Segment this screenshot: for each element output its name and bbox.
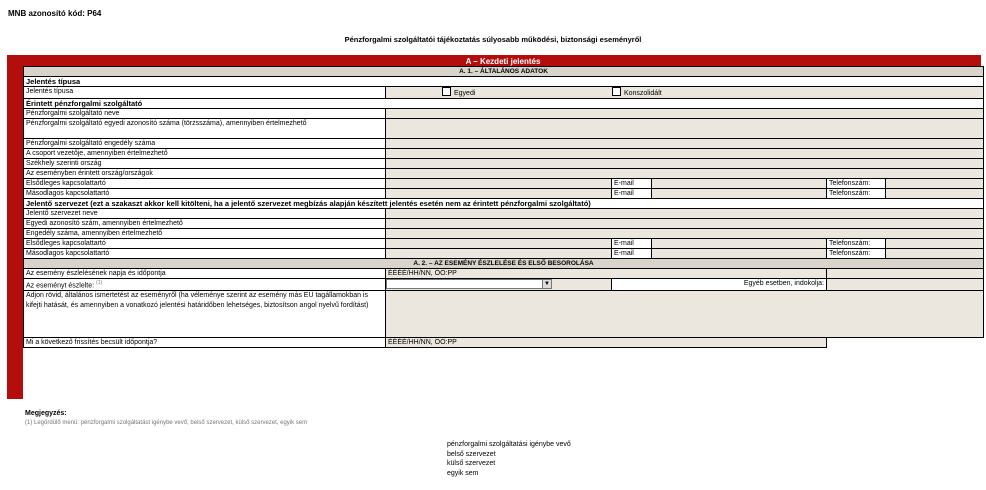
detected-by-label-cell: [24, 279, 386, 291]
reporter-name-field[interactable]: [386, 209, 984, 219]
document-title: Pénzforgalmi szolgáltatói tájékoztatás súlyosabb működési, biztonsági eseményről: [344, 35, 642, 44]
section-a-title: A – Kezdeti jelentés: [465, 57, 541, 66]
secondary-contact-field[interactable]: [386, 189, 612, 199]
reporter-primary-email-field[interactable]: [652, 239, 827, 249]
group-leader-label: A csoport vezetője, amennyiben értelmezhető: [24, 149, 386, 159]
report-type-options: [386, 87, 984, 99]
secondary-contact-label: Másodlagos kapcsolattartó: [24, 189, 386, 199]
other-reason-label: Egyéb esetben, indokolja:: [612, 279, 827, 291]
option-consolidated-label: Konszolidált: [623, 90, 662, 97]
secondary-phone-field[interactable]: [886, 189, 984, 199]
primary-email-label: E-mail: [612, 179, 652, 189]
option-item: egyik sem: [447, 469, 479, 477]
primary-phone-field[interactable]: [886, 179, 984, 189]
provider-id-label: Pénzforgalmi szolgáltató egyedi azonosító száma (törzsszáma), amennyiben értelmezhető: [24, 119, 386, 139]
reporter-secondary-email-field[interactable]: [652, 249, 827, 259]
reporter-primary-phone-field[interactable]: [886, 239, 984, 249]
affected-countries-field[interactable]: [386, 169, 984, 179]
detect-date-extra: [827, 269, 984, 279]
group-provider: Érintett pénzforgalmi szolgáltató: [24, 99, 984, 109]
reporter-license-field[interactable]: [386, 229, 984, 239]
detect-date-field[interactable]: ÉÉÉÉ/HH/NN, ÓÓ:PP: [386, 269, 827, 279]
reporter-secondary-email-label: E-mail: [612, 249, 652, 259]
group-leader-field[interactable]: [386, 149, 984, 159]
reporter-secondary-contact-label: Másodlagos kapcsolattartó: [24, 249, 386, 259]
secondary-email-label: E-mail: [612, 189, 652, 199]
provider-id-field[interactable]: [386, 119, 984, 139]
group-reporter: Jelentő szervezet (ezt a szakaszt akkor kell kitölteni, ha a jelentő szervezet megbízás alapján készített jelentés esetén nem az érintett pénzforgalmi szolgáltató): [24, 199, 984, 209]
detected-by-label: Az eseményt észlelte:: [26, 282, 95, 290]
affected-countries-label: Az eseményben érintett ország/országok: [24, 169, 386, 179]
summary-label: Adjon rövid, általános ismertetést az eseményről (ha véleménye szerint az esemény más EU tagállamokban is kifejti hatását, és amennyiben a vonatkozó jelentési határidőben lehetséges, biztosítson angol nyelvű fordítást): [24, 291, 386, 338]
reporter-id-field[interactable]: [386, 219, 984, 229]
primary-contact-field[interactable]: [386, 179, 612, 189]
reporter-secondary-contact-field[interactable]: [386, 249, 612, 259]
secondary-email-field[interactable]: [652, 189, 827, 199]
notes-heading: Megjegyzés:: [25, 410, 67, 417]
notes-text: (1) Legördülő menü: pénzforgalmi szolgáltatást igénybe vevő, belső szervezet, külső szervezet, egyik sem: [25, 420, 308, 426]
option-item: pénzforgalmi szolgáltatási igénybe vevő: [447, 441, 571, 448]
provider-license-label: Pénzforgalmi szolgáltató engedély száma: [24, 139, 386, 149]
provider-license-field[interactable]: [386, 139, 984, 149]
option-individual[interactable]: [442, 87, 610, 98]
primary-email-field[interactable]: [652, 179, 827, 189]
other-reason-field[interactable]: [827, 279, 984, 291]
detected-by-select[interactable]: [386, 279, 552, 289]
primary-contact-label: Elsődleges kapcsolattartó: [24, 179, 386, 189]
report-type-label: Jelentés típusa: [24, 87, 386, 99]
next-update-field[interactable]: ÉÉÉÉ/HH/NN, ÓÓ:PP: [386, 338, 827, 348]
report-form-table: [23, 66, 984, 348]
reporter-primary-email-label: E-mail: [612, 239, 652, 249]
next-update-blank: [827, 338, 984, 348]
section-a2-header: A. 2. – AZ ESEMÉNY ÉSZLELÉSE ÉS ELSŐ BESOROLÁSA: [24, 259, 984, 269]
reporter-secondary-phone-label: Telefonszám:: [827, 249, 886, 259]
reporter-primary-contact-field[interactable]: [386, 239, 612, 249]
dropdown-options-list: [447, 440, 571, 478]
option-item: külső szervezet: [447, 460, 496, 467]
seat-country-field[interactable]: [386, 159, 984, 169]
summary-field[interactable]: [386, 291, 984, 338]
checkbox-individual[interactable]: [442, 87, 451, 96]
detect-date-label: Az esemény észlelésének napja és időpontja: [24, 269, 386, 279]
next-update-label: Mi a következő frissítés becsült időpontja?: [24, 338, 386, 348]
secondary-phone-label: Telefonszám:: [827, 189, 886, 199]
seat-country-label: Székhely szerinti ország: [24, 159, 386, 169]
option-consolidated[interactable]: [612, 90, 662, 97]
reporter-primary-phone-label: Telefonszám:: [827, 239, 886, 249]
checkbox-consolidated[interactable]: [612, 87, 621, 96]
reporter-name-label: Jelentő szervezet neve: [24, 209, 386, 219]
detected-by-cell: [386, 279, 612, 291]
provider-name-label: Pénzforgalmi szolgáltató neve: [24, 109, 386, 119]
primary-phone-label: Telefonszám:: [827, 179, 886, 189]
provider-name-field[interactable]: [386, 109, 984, 119]
detected-by-footnote-ref: (1): [96, 280, 103, 286]
reporter-primary-contact-label: Elsődleges kapcsolattartó: [24, 239, 386, 249]
group-report-type: Jelentés típusa: [24, 77, 984, 87]
reporter-license-label: Engedély száma, amennyiben értelmezhető: [24, 229, 386, 239]
reporter-id-label: Egyedi azonosító szám, amennyiben értelmezhető: [24, 219, 386, 229]
section-a1-header: A. 1. – ÁLTALÁNOS ADATOK: [24, 67, 984, 77]
reporter-secondary-phone-field[interactable]: [886, 249, 984, 259]
option-individual-label: Egyedi: [454, 90, 476, 97]
chevron-down-icon[interactable]: ▼: [542, 280, 551, 288]
mnb-code: MNB azonosító kód: P64: [8, 9, 102, 18]
option-item: belső szervezet: [447, 450, 496, 458]
